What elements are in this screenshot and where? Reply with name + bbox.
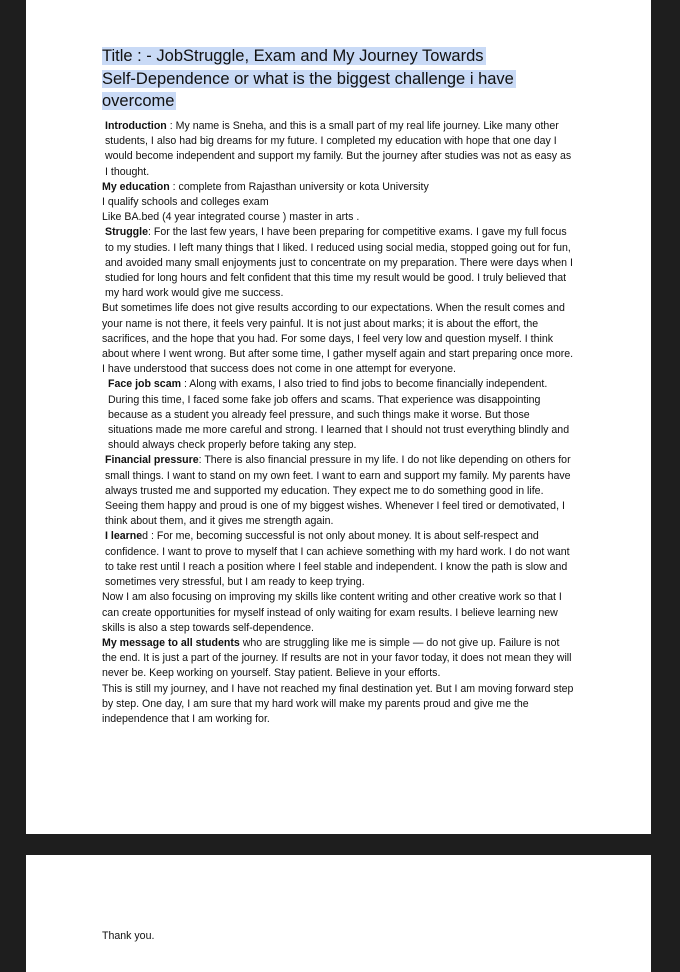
learned-label-rest: d (142, 530, 149, 543)
intro-label: Introduction (105, 120, 167, 132)
message-text: who are struggling like me is simple — do not give up. Failure is not the end. It is just a part of the journey. If results are not in your favor today, it does not mean they will never be. Keep working on yourself. Stay patient. Believe in your efforts. (102, 636, 572, 680)
title-line-2: Self-Dependence or what is the biggest challenge i have (102, 69, 514, 88)
financial-label: Financial pressure (105, 454, 199, 467)
closing-text: Thank you. (102, 930, 155, 942)
financial-paragraph (102, 453, 576, 529)
scam-paragraph (102, 377, 576, 453)
struggle-paragraph-2: But sometimes life does not give results according to our expectations. When the result comes and your name is not there, it feels very painful. It is not just about marks; it is about the effort, the sacrifices, and the hope that you had. For some days, I feel very low and question myself. I think about where I went wrong. But after some time, I gather myself again and start preparing once more. I have understood that success does not come in one attempt for everyone. (102, 302, 574, 376)
learned-text: : For me, becoming successful is not only about money. It is about self-respect and confidence. I want to prove to myself that I can achieve something with my hard work. I do not want to take rest until I reach a position where I feel stable and independent. I know the path is slow and sometimes very stressful, but I am ready to keep trying. (105, 530, 570, 589)
education-line-2: I qualify schools and colleges exam (102, 196, 269, 209)
message-paragraph-2: This is still my journey, and I have not reached my final destination yet. But I am moving forward step by step. One day, I am sure that my hard work will make my parents proud and give me the independence that I am working for. (102, 682, 574, 725)
learned-paragraph (102, 529, 576, 590)
intro-text: : My name is Sneha, and this is a small part of my real life journey. Like many other students, I also had big dreams for my future. I completed my education with hope that one day I would become independent and support my family. But the journey after studies was not as easy as I thought. (105, 120, 572, 178)
document-body (102, 119, 576, 727)
title-line-1: Title : - JobStruggle, Exam and My Journey Towards (102, 47, 484, 65)
document-page-1 (26, 0, 651, 834)
learned-label: I learne (105, 530, 143, 543)
scam-label: Face job scam (108, 378, 182, 391)
education-line-3: Like BA.bed (4 year integrated course ) master in arts . (102, 211, 360, 224)
education-text: : complete from Rajasthan university or kota University (169, 180, 429, 193)
education-paragraph (102, 180, 576, 195)
scam-text: : Along with exams, I also tried to find jobs to become financially independent. During this time, I faced some fake job offers and scams. That experience was disappointing because as a student you already feel pressure, and such things make it worse. But those situations made me more careful and strong. I learned that I should not trust everything blindly and should always check properly before taking any step. (108, 378, 570, 452)
message-paragraph (102, 636, 576, 682)
financial-text: : There is also financial pressure in my life. I do not like depending on others for small things. I want to stand on my own feet. I want to earn and support my family. My parents have always trusted me and supported my education. They expect me to do something good in life. Seeing them happy and proud is one of my biggest wishes. Whenever I feel tired or demotivated, I think about them, and it gives me strength again. (105, 454, 571, 528)
title-line-3: overcome (102, 92, 175, 110)
intro-paragraph (102, 119, 576, 180)
learned-paragraph-2: Now I am also focusing on improving my skills like content writing and other creative work so that I can create opportunities for myself instead of only waiting for exam results. I believe learning new skills is also a step towards self-dependence. (102, 591, 562, 634)
document-title (102, 45, 542, 113)
education-label: My education (102, 180, 170, 193)
struggle-label: Struggle (105, 226, 148, 239)
struggle-text: : For the last few years, I have been preparing for competitive exams. I gave my full focus to my studies. I left many things that I liked. I reduced using social media, stopped going out for fun, and avoided many small enjoyments just to concentrate on my preparation. There were days when I studied for long hours and felt confident that this time my result would be good. I truly believed that my hard work would give me success. (105, 226, 573, 300)
document-page-2 (26, 855, 651, 972)
struggle-paragraph (102, 225, 576, 301)
message-label: My message to all students (102, 636, 240, 649)
